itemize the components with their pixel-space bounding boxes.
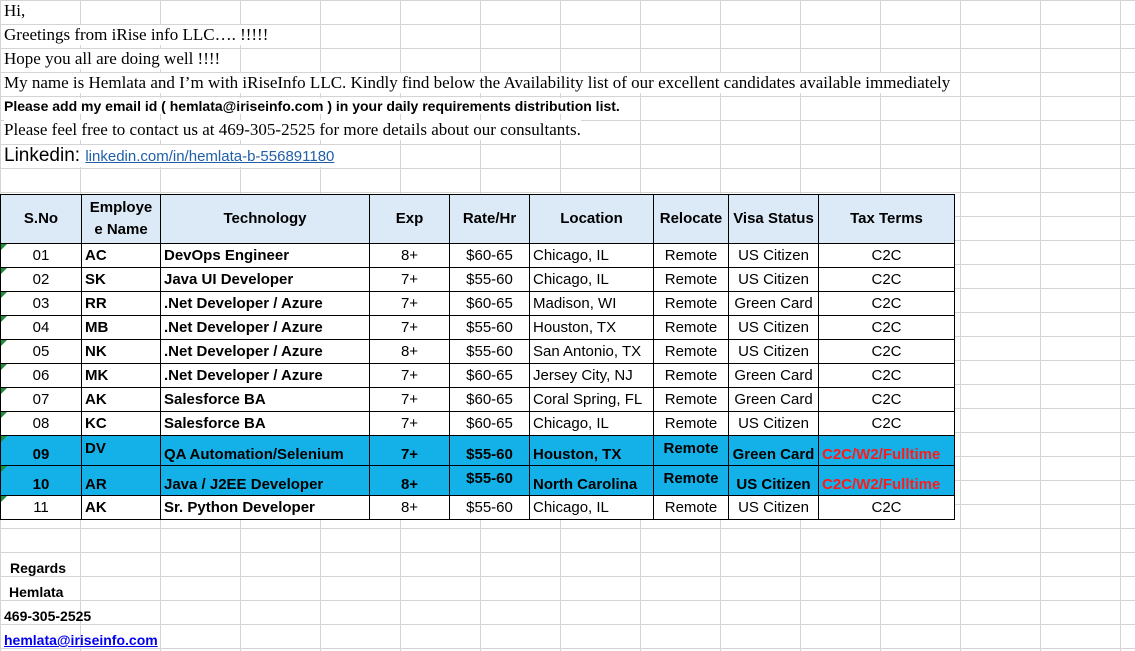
greetings-line: Greetings from iRise info LLC…. !!!!! [4,25,269,44]
cell-exp: 7+ [370,268,450,292]
signature-name: Hemlata [9,584,64,600]
cell-sno: 04 [1,316,82,340]
header-technology: Technology [161,195,370,244]
cell-tax: C2C [819,340,955,364]
cell-tax: C2C [819,316,955,340]
cell-relocate: Remote [654,340,729,364]
signature-email-link[interactable]: hemlata@iriseinfo.com [4,632,158,648]
cell-relocate: Remote [654,292,729,316]
table-row [1,268,955,292]
cell-technology: Sr. Python Developer [161,496,370,520]
cell-relocate: Remote [654,436,729,466]
cell-visa: US Citizen [729,316,819,340]
cell-name: KC [82,412,161,436]
cell-exp: 8+ [370,340,450,364]
email-request-line: Please add my email id ( hemlata@iriseinfo.com ) in your daily requirements distribution list. [4,98,620,114]
cell-visa: US Citizen [729,340,819,364]
header-exp: Exp [370,195,450,244]
cell-exp: 7+ [370,412,450,436]
table-row-highlighted [1,436,955,466]
cell-visa: US Citizen [729,412,819,436]
cell-rate: $60-65 [450,244,530,268]
cell-technology: .Net Developer / Azure [161,292,370,316]
cell-tax: C2C [819,292,955,316]
cell-rate: $55-60 [450,316,530,340]
contact-line: Please feel free to contact us at 469-305-2525 for more details about our consultants. [4,120,581,139]
header-visa-status: Visa Status [729,195,819,244]
cell-rate: $55-60 [450,340,530,364]
table-header-row [1,195,955,244]
hope-line: Hope you all are doing well !!!! [4,49,221,68]
signature-regards: Regards [10,560,67,576]
cell-technology: QA Automation/Selenium [161,436,370,466]
candidates-table [0,194,955,520]
cell-rate: $60-65 [450,388,530,412]
cell-name: AR [82,466,161,496]
table-row [1,340,955,364]
cell-name: MB [82,316,161,340]
intro-line: My name is Hemlata and I’m with iRiseInfo LLC. Kindly find below the Availability list of our excellent candidates available immediately [4,73,951,92]
cell-name: DV [82,436,161,466]
cell-sno: 10 [1,466,82,496]
cell-rate: $60-65 [450,292,530,316]
cell-tax: C2C/W2/Fulltime [819,466,955,496]
cell-sno: 06 [1,364,82,388]
cell-name: NK [82,340,161,364]
cell-rate: $55-60 [450,496,530,520]
cell-relocate: Remote [654,316,729,340]
table-row-highlighted [1,466,955,496]
cell-visa: US Citizen [729,244,819,268]
cell-technology: DevOps Engineer [161,244,370,268]
cell-sno: 09 [1,436,82,466]
cell-technology: Java UI Developer [161,268,370,292]
cell-technology: .Net Developer / Azure [161,364,370,388]
cell-sno: 05 [1,340,82,364]
linkedin-link[interactable]: linkedin.com/in/hemlata-b-556891180 [85,148,335,165]
cell-name: AK [82,496,161,520]
cell-visa: Green Card [729,388,819,412]
table-row [1,292,955,316]
header-relocate: Relocate [654,195,729,244]
cell-location: Houston, TX [530,436,654,466]
cell-name: AC [82,244,161,268]
cell-rate: $55-60 [450,268,530,292]
cell-location: Coral Spring, FL [530,388,654,412]
cell-location: Chicago, IL [530,496,654,520]
cell-location: Madison, WI [530,292,654,316]
cell-location: Chicago, IL [530,244,654,268]
table-row [1,412,955,436]
header-employee-name [82,195,161,244]
linkedin-label: Linkedin: [4,145,81,166]
cell-sno: 01 [1,244,82,268]
signature-phone: 469-305-2525 [4,608,92,624]
cell-tax: C2C [819,388,955,412]
cell-rate: $60-65 [450,412,530,436]
cell-relocate: Remote [654,268,729,292]
table-row [1,388,955,412]
cell-sno: 03 [1,292,82,316]
cell-rate: $55-60 [450,436,530,466]
cell-exp: 7+ [370,364,450,388]
cell-tax: C2C [819,268,955,292]
cell-name: MK [82,364,161,388]
cell-tax: C2C [819,244,955,268]
cell-visa: Green Card [729,292,819,316]
cell-tax: C2C/W2/Fulltime [819,436,955,466]
cell-visa: US Citizen [729,268,819,292]
cell-exp: 7+ [370,436,450,466]
cell-exp: 8+ [370,496,450,520]
header-tax-terms: Tax Terms [819,195,955,244]
cell-tax: C2C [819,364,955,388]
cell-rate: $60-65 [450,364,530,388]
cell-technology: .Net Developer / Azure [161,316,370,340]
cell-location: North Carolina [530,466,654,496]
cell-relocate: Remote [654,388,729,412]
greeting-text: Hi, [4,1,26,20]
cell-tax: C2C [819,412,955,436]
cell-technology: .Net Developer / Azure [161,340,370,364]
cell-sno: 02 [1,268,82,292]
cell-technology: Java / J2EE Developer [161,466,370,496]
cell-exp: 8+ [370,244,450,268]
cell-visa: US Citizen [729,466,819,496]
cell-rate: $55-60 [450,466,530,496]
cell-exp: 7+ [370,292,450,316]
cell-name: SK [82,268,161,292]
cell-relocate: Remote [654,364,729,388]
cell-exp: 8+ [370,466,450,496]
header-name-line1: Employe [89,199,153,216]
table-row [1,364,955,388]
cell-exp: 7+ [370,388,450,412]
cell-sno: 08 [1,412,82,436]
cell-location: Chicago, IL [530,412,654,436]
cell-name: RR [82,292,161,316]
cell-sno: 07 [1,388,82,412]
linkedin-row [4,145,334,167]
cell-visa: Green Card [729,364,819,388]
cell-visa: Green Card [729,436,819,466]
header-location: Location [530,195,654,244]
cell-location: San Antonio, TX [530,340,654,364]
cell-technology: Salesforce BA [161,412,370,436]
cell-visa: US Citizen [729,496,819,520]
cell-location: Houston, TX [530,316,654,340]
table-row [1,244,955,268]
header-sno: S.No [1,195,82,244]
table-row [1,316,955,340]
cell-sno: 11 [1,496,82,520]
cell-tax: C2C [819,496,955,520]
cell-relocate: Remote [654,412,729,436]
cell-relocate: Remote [654,496,729,520]
cell-technology: Salesforce BA [161,388,370,412]
cell-name: AK [82,388,161,412]
table-row [1,496,955,520]
cell-location: Chicago, IL [530,268,654,292]
cell-relocate: Remote [654,466,729,496]
cell-exp: 7+ [370,316,450,340]
header-name-line2: e Name [94,221,148,238]
header-rate: Rate/Hr [450,195,530,244]
cell-relocate: Remote [654,244,729,268]
cell-location: Jersey City, NJ [530,364,654,388]
